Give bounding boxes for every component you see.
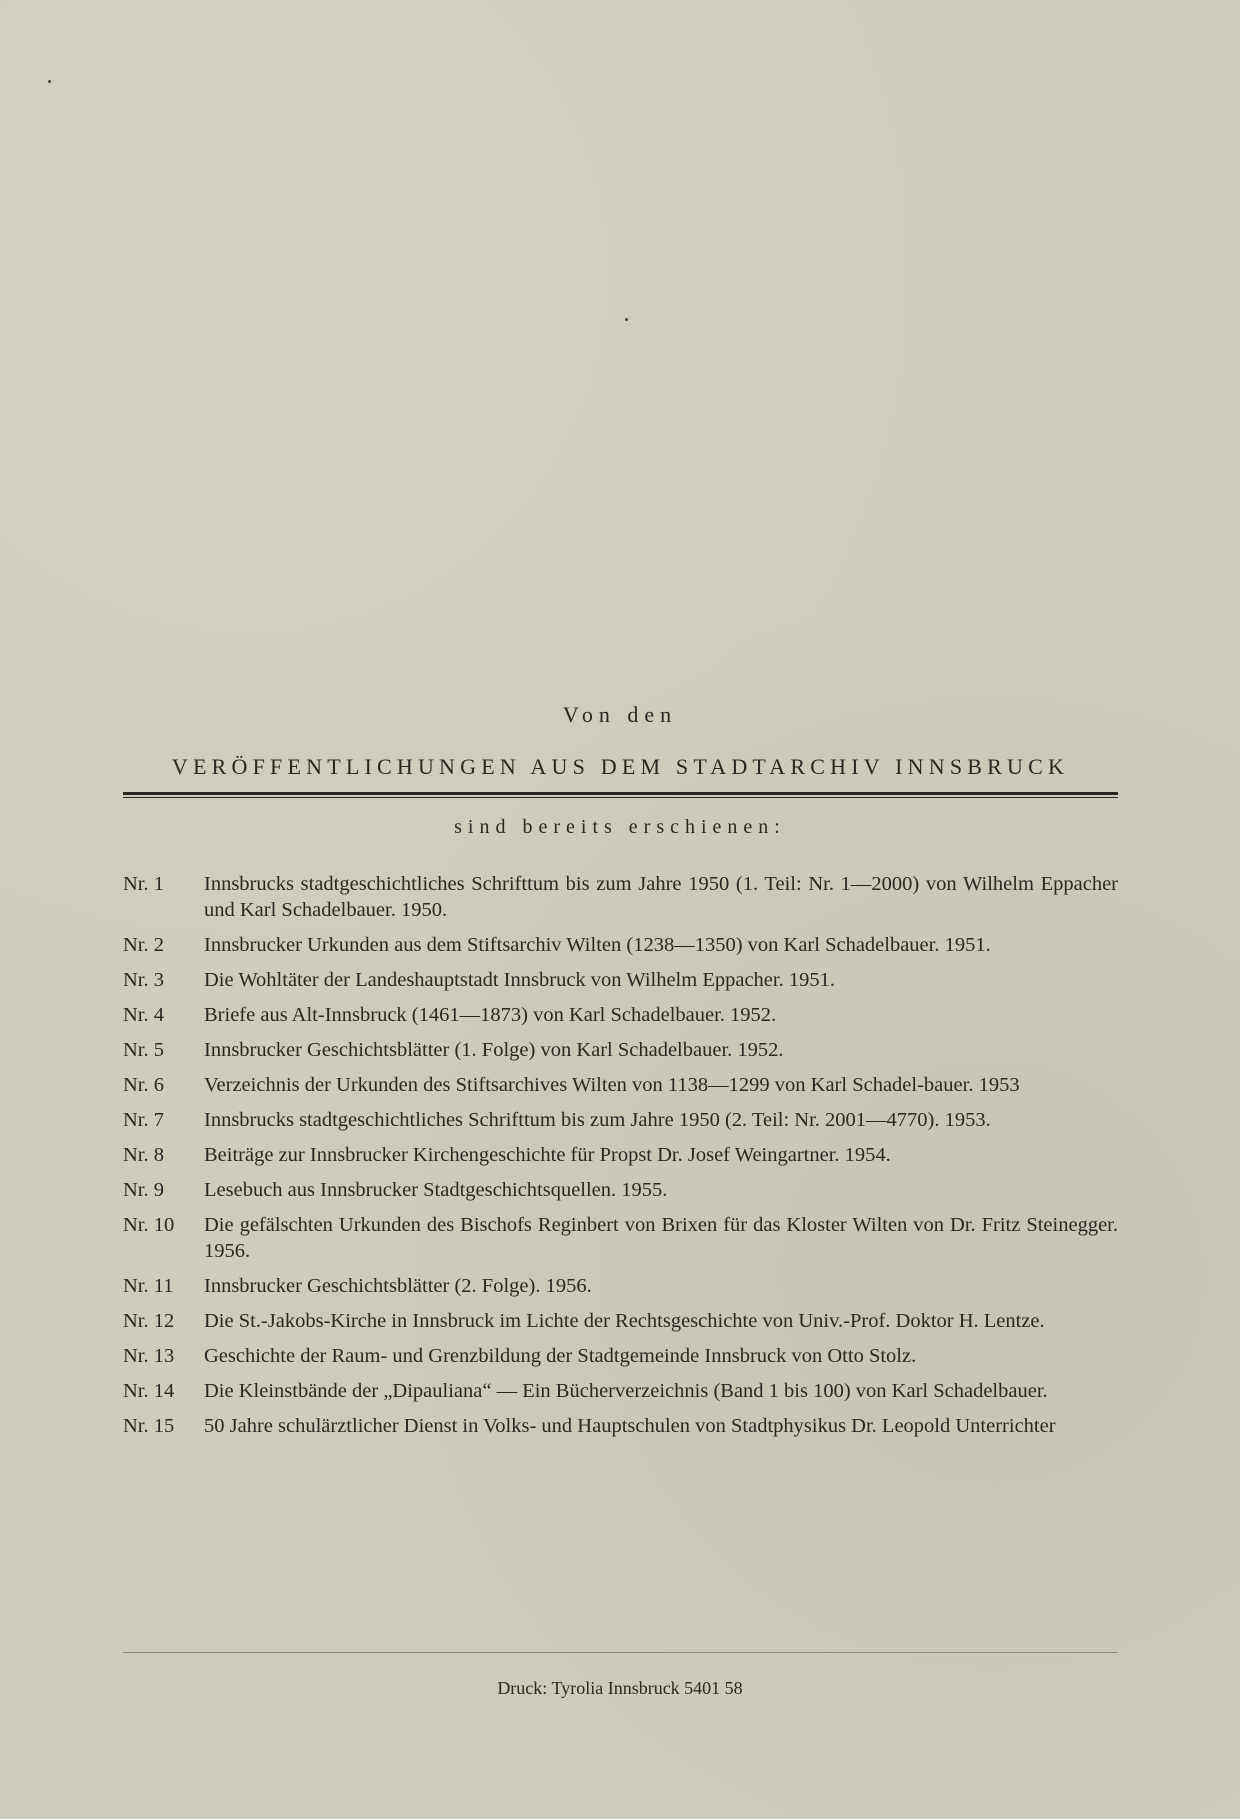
publication-item — [123, 1343, 1118, 1369]
publication-title: Verzeichnis der Urkunden des Stiftsarchives Wilten von 1138—1299 von Karl Schadel-bauer. 1953 — [204, 1074, 1020, 1096]
publication-number: Nr. 15 — [123, 1415, 175, 1437]
publication-item — [123, 1212, 1118, 1264]
title-rule-thin — [123, 797, 1118, 798]
publication-number: Nr. 8 — [123, 1144, 164, 1166]
publication-number: Nr. 11 — [123, 1275, 174, 1297]
publication-item — [123, 932, 1118, 958]
footer-rule — [123, 1652, 1118, 1653]
publication-item — [123, 1273, 1118, 1299]
publication-title: Die Wohltäter der Landeshauptstadt Innsbruck von Wilhelm Eppacher. 1951. — [204, 969, 835, 991]
publication-item — [123, 1002, 1118, 1028]
publication-number: Nr. 7 — [123, 1109, 164, 1131]
publication-title: Briefe aus Alt-Innsbruck (1461—1873) von Karl Schadelbauer. 1952. — [204, 1004, 777, 1026]
publication-number: Nr. 13 — [123, 1345, 175, 1367]
title-rule-thick — [123, 792, 1118, 795]
publication-item — [123, 1413, 1118, 1439]
publication-title: Die gefälschten Urkunden des Bischofs Reginbert von Brixen für das Kloster Wilten von Dr. Fritz Steinegger. 1956. — [204, 1214, 1118, 1262]
publication-title: Innsbrucker Geschichtsblätter (1. Folge) von Karl Schadelbauer. 1952. — [204, 1039, 784, 1061]
publication-title: 50 Jahre schulärztlicher Dienst in Volks- und Hauptschulen von Stadtphysikus Dr. Leopold Unterrichter — [204, 1415, 1056, 1437]
publication-title: Lesebuch aus Innsbrucker Stadtgeschichtsquellen. 1955. — [204, 1179, 668, 1201]
subtitle: sind bereits erschienen: — [454, 816, 786, 838]
printer-imprint: Druck: Tyrolia Innsbruck 5401 58 — [497, 1678, 743, 1698]
publication-title: Beiträge zur Innsbrucker Kirchengeschichte für Propst Dr. Josef Weingartner. 1954. — [204, 1144, 891, 1166]
publication-number: Nr. 4 — [123, 1004, 164, 1026]
publication-list — [123, 871, 1118, 1448]
publication-number: Nr. 2 — [123, 934, 164, 956]
publication-item — [123, 871, 1118, 923]
publication-number: Nr. 6 — [123, 1074, 164, 1096]
publication-item — [123, 967, 1118, 993]
publication-item — [123, 1142, 1118, 1168]
publication-number: Nr. 5 — [123, 1039, 164, 1061]
paper-speck — [48, 80, 51, 83]
publication-number: Nr. 3 — [123, 969, 164, 991]
publication-title: Innsbrucker Urkunden aus dem Stiftsarchiv Wilten (1238—1350) von Karl Schadelbauer. 1951. — [204, 934, 991, 956]
publication-title: Die St.-Jakobs-Kirche in Innsbruck im Lichte der Rechtsgeschichte von Univ.-Prof. Doktor H. Lentze. — [204, 1310, 1045, 1332]
publication-number: Nr. 1 — [123, 873, 164, 895]
publication-title: Innsbrucks stadtgeschichtliches Schrifttum bis zum Jahre 1950 (2. Teil: Nr. 2001—4770). 1953. — [204, 1109, 991, 1131]
publication-item — [123, 1037, 1118, 1063]
publication-number: Nr. 14 — [123, 1380, 175, 1402]
publication-title: Innsbrucker Geschichtsblätter (2. Folge). 1956. — [204, 1275, 592, 1297]
publication-title: Innsbrucks stadtgeschichtliches Schrifttum bis zum Jahre 1950 (1. Teil: Nr. 1—2000) von Wilhelm Eppacher und Karl Schadelbauer. 1950. — [204, 873, 1118, 921]
publication-number: Nr. 9 — [123, 1179, 164, 1201]
paper-speck — [625, 318, 628, 321]
publication-number: Nr. 10 — [123, 1214, 175, 1236]
publication-title: Die Kleinstbände der „Dipauliana“ — Ein Bücherverzeichnis (Band 1 bis 100) von Karl Schadelbauer. — [204, 1380, 1048, 1402]
publication-item — [123, 1308, 1118, 1334]
publication-item — [123, 1177, 1118, 1203]
intro-heading: Von den — [562, 702, 678, 727]
publication-item — [123, 1107, 1118, 1133]
publication-item — [123, 1378, 1118, 1404]
series-title: VERÖFFENTLICHUNGEN AUS DEM STADTARCHIV INNSBRUCK — [171, 754, 1070, 779]
publication-number: Nr. 12 — [123, 1310, 175, 1332]
publication-item — [123, 1072, 1118, 1098]
publication-title: Geschichte der Raum- und Grenzbildung der Stadtgemeinde Innsbruck von Otto Stolz. — [204, 1345, 917, 1367]
